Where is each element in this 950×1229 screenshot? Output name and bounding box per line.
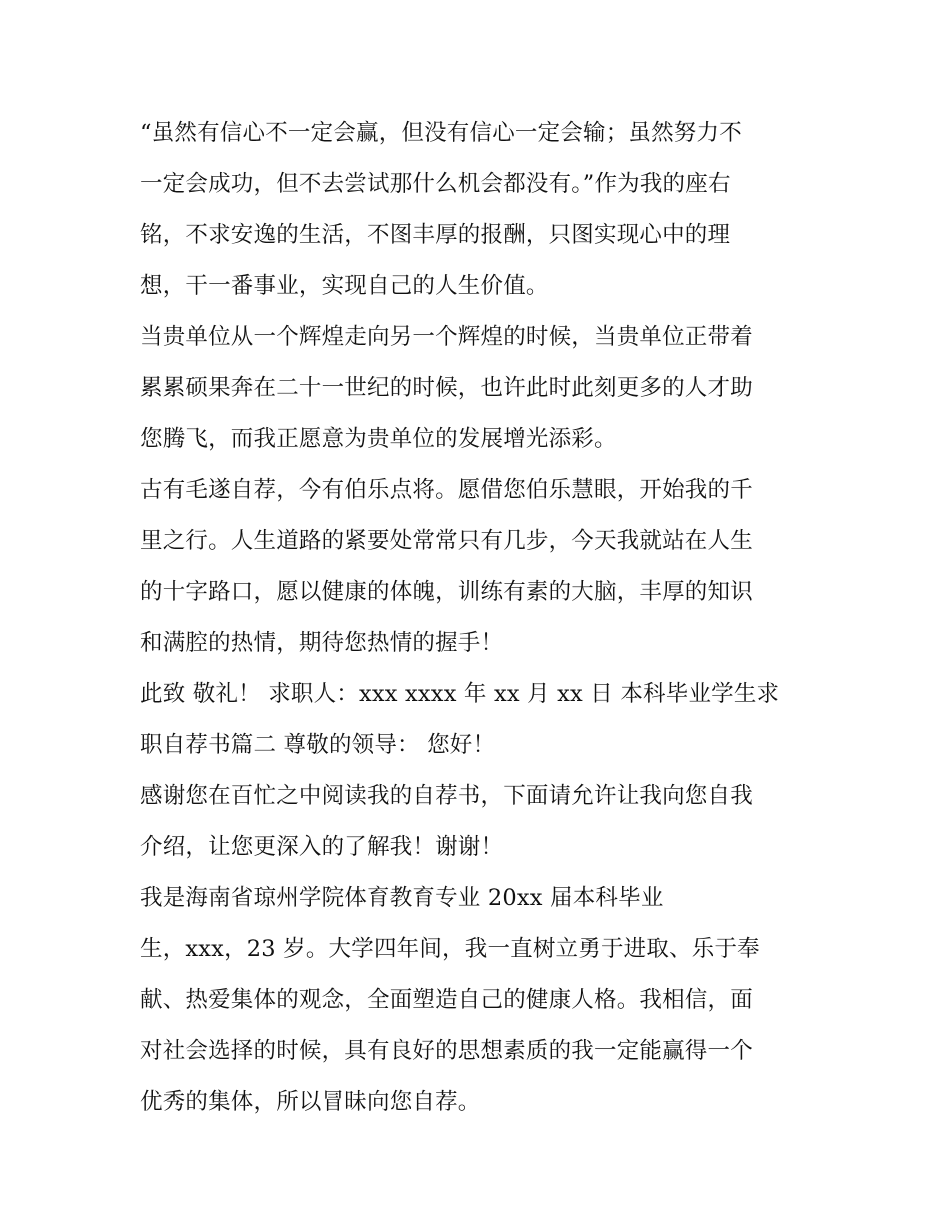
document-body (140, 108, 812, 1128)
text-line: 想，干一番事业，实现自己的人生价值。 (140, 273, 549, 299)
text-line: 古有毛遂自荐，今有伯乐点将。愿借您伯乐慧眼，开始我的千 (140, 477, 753, 503)
text-line: 一定会成功，但不去尝试那什么机会都没有。”作为我的座右 (140, 171, 731, 197)
text-line: 的十字路口，愿以健康的体魄，训练有素的大脑，丰厚的知识 (140, 579, 753, 605)
text-line: 您腾飞，而我正愿意为贵单位的发展增光添彩。 (140, 426, 617, 452)
text-line: 介绍，让您更深入的了解我！谢谢！ (140, 834, 504, 860)
text-line: 此致 敬礼！ 求职人：xxx xxxx 年 xx 月 xx 日 本科毕业学生求 (140, 681, 780, 707)
text-line: 我是海南省琼州学院体育教育专业 20xx 届本科毕业 (140, 885, 664, 911)
text-line: “虽然有信心不一定会赢，但没有信心一定会输；虽然努力不 (140, 120, 742, 146)
text-line: 职自荐书篇二 尊敬的领导： 您好！ (140, 732, 496, 758)
text-line: 当贵单位从一个辉煌走向另一个辉煌的时候，当贵单位正带着 (140, 324, 753, 350)
text-line: 铭，不求安逸的生活，不图丰厚的报酬，只图实现心中的理 (140, 222, 731, 248)
text-line: 和满腔的热情，期待您热情的握手！ (140, 630, 504, 656)
text-line: 对社会选择的时候，具有良好的思想素质的我一定能赢得一个 (140, 1038, 753, 1064)
text-line: 感谢您在百忙之中阅读我的自荐书，下面请允许让我向您自我 (140, 783, 753, 809)
text-line: 献、热爱集体的观念，全面塑造自己的健康人格。我相信，面 (140, 987, 753, 1013)
text-line: 生，xxx，23 岁。大学四年间，我一直树立勇于进取、乐于奉 (140, 936, 760, 962)
text-line: 累累硕果奔在二十一世纪的时候，也许此时此刻更多的人才助 (140, 375, 753, 401)
text-line: 里之行。人生道路的紧要处常常只有几步，今天我就站在人生 (140, 528, 753, 554)
text-line: 优秀的集体，所以冒昧向您自荐。 (140, 1089, 481, 1115)
